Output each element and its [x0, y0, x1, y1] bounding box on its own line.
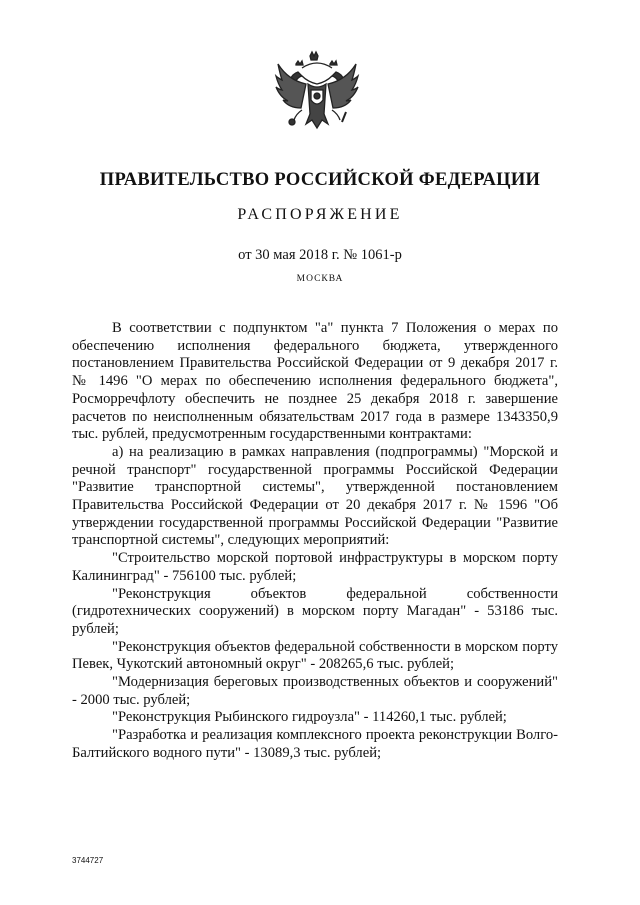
- document-body: [72, 320, 558, 763]
- paragraph-item-a: а) на реализацию в рамках направления (подпрограммы) "Морской и речной транспорт" государственной программы Российской Федерации "Развитие транспортной системы", утвержденной постановлением Правительства Российской Федерации от 20 декабря 2017 г. № 1596 "Об утверждении государственной программы Российской Федерации "Развитие транспортной системы", следующих мероприятий:: [72, 443, 558, 549]
- issuer-title: ПРАВИТЕЛЬСТВО РОССИЙСКОЙ ФЕДЕРАЦИИ: [99, 170, 541, 190]
- paragraph-activity: "Реконструкция объектов федеральной собственности в морском порту Певек, Чукотский автономный округ" - 208265,6 тыс. рублей;: [72, 638, 558, 673]
- paragraph-activity: "Строительство морской портовой инфраструктуры в морском порту Калининград" - 756100 тыс. рублей;: [72, 550, 558, 584]
- paragraph-activity: "Реконструкция объектов федеральной собственности (гидротехнических сооружений) в морском порту Магадан" - 53186 тыс. рублей;: [72, 585, 558, 637]
- city-label: МОСКВА: [296, 274, 344, 284]
- coat-of-arms-emblem: [272, 50, 362, 150]
- paragraph-activity: "Реконструкция Рыбинского гидроузла" - 114260,1 тыс. рублей;: [112, 709, 507, 726]
- document-code: 3744727: [72, 856, 104, 865]
- paragraph-activity: "Модернизация береговых производственных объектов и сооружений" - 2000 тыс. рублей;: [72, 674, 558, 708]
- date-and-number: от 30 мая 2018 г. № 1061-р: [238, 247, 402, 263]
- document-type: РАСПОРЯЖЕНИЕ: [237, 206, 403, 223]
- paragraph-preamble: В соответствии с подпунктом "а" пункта 7 Положения о мерах по обеспечению исполнения федерального бюджета, утвержденного постановлением Правительства Российской Федерации от 9 декабря 2017 г. № 1496 "О мерах по обеспечению исполнения федерального бюджета", Росморречфлоту обеспечить не позднее 25 декабря 2018 г. завершение расчетов по неисполненным обязательствам 2017 года в размере 1343350,9 тыс. рублей, предусмотренным государственными контрактами:: [72, 320, 558, 443]
- paragraph-activity: "Разработка и реализация комплексного проекта реконструкции Волго-Балтийского водного пути" - 13089,3 тыс. рублей;: [72, 727, 558, 761]
